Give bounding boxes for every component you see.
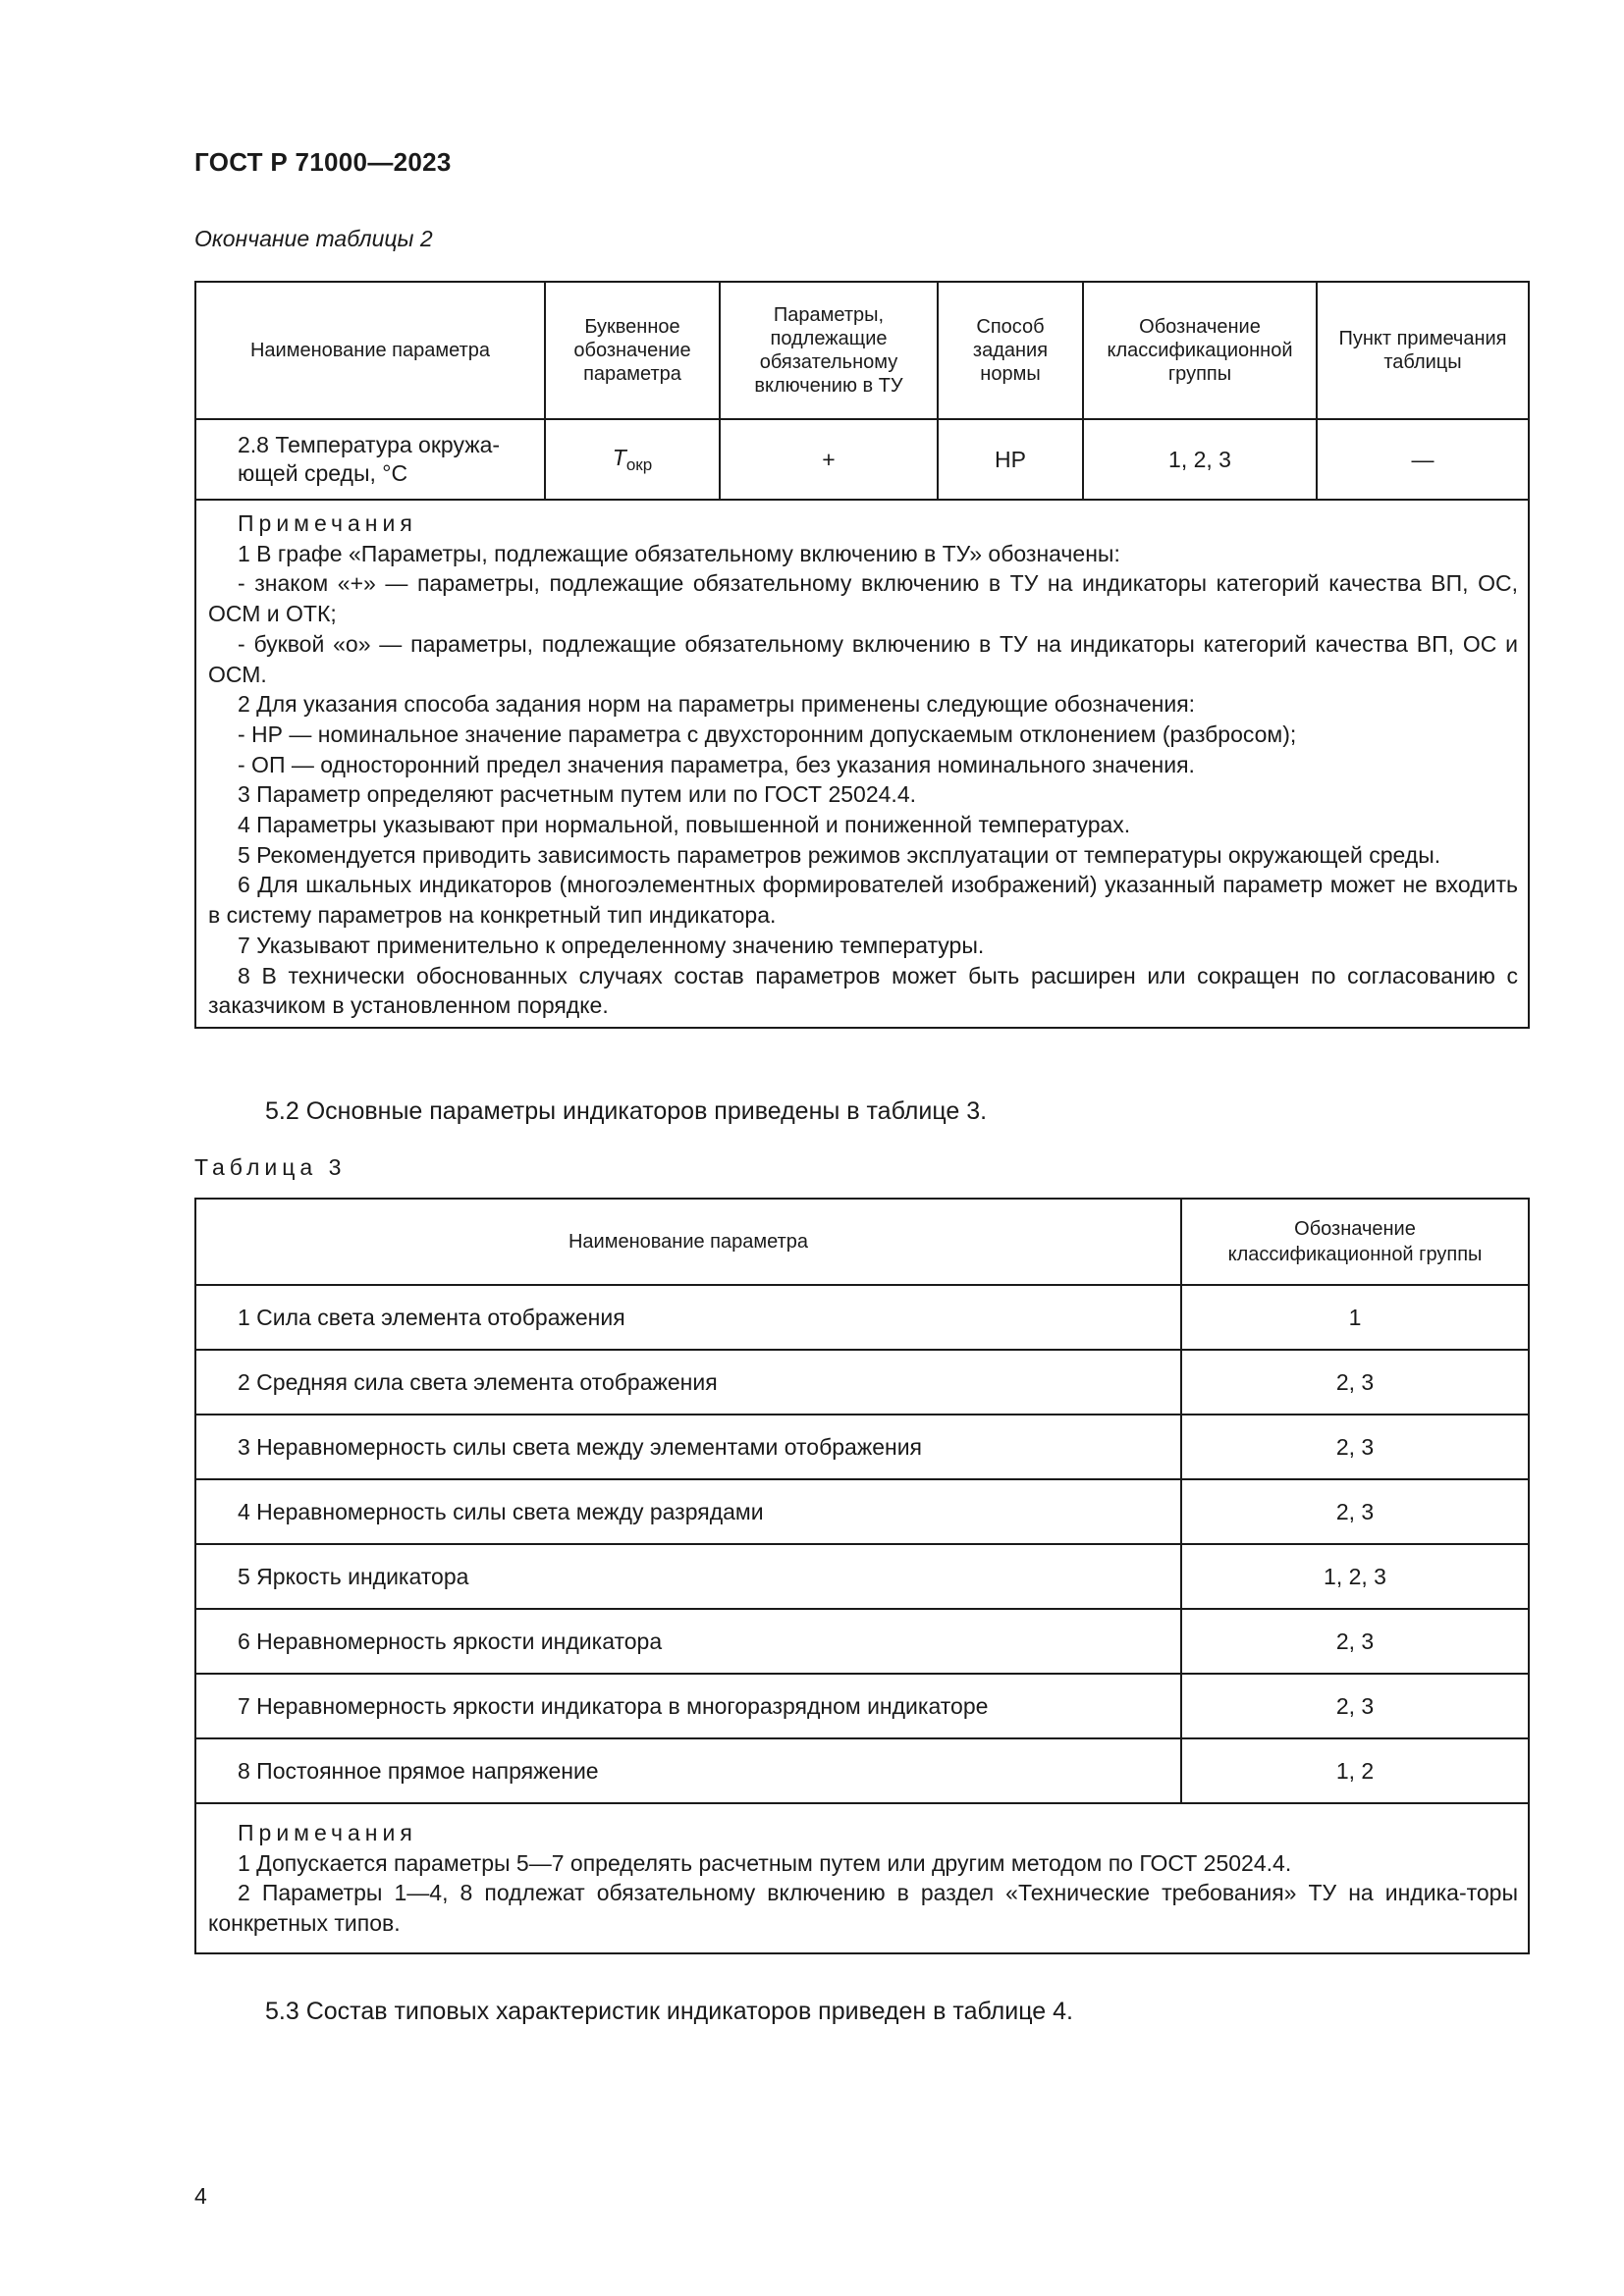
note-line: 1 Допускается параметры 5—7 определять расчетным путем или другим методом по ГОСТ 25024.4. <box>238 1849 1292 1876</box>
notes-title: Примечания <box>238 1820 417 1845</box>
table-3-header-row <box>195 1199 1529 1285</box>
column-header: Буквенное обозначение параметра <box>545 282 720 419</box>
table-3-caption: Таблица 3 <box>194 1154 347 1180</box>
note-line: 6 Для шкальных индикаторов (многоэлементных формирователей изображений) указанный параметр может не входить в систему параметров на конкретный тип индикатора. <box>208 872 1518 929</box>
note-line: 3 Параметр определяют расчетным путем или по ГОСТ 25024.4. <box>238 781 916 808</box>
parameter-name: 8 Постоянное прямое напряжение <box>195 1738 1181 1803</box>
table-row <box>195 419 1529 500</box>
classification-group: 2, 3 <box>1181 1350 1529 1415</box>
note-line: 2 Параметры 1—4, 8 подлежат обязательному включению в раздел «Технические требования» ТУ на индика-торы конкретных типов. <box>208 1880 1518 1937</box>
column-header: Наименование параметра <box>195 282 545 419</box>
mandatory-mark: + <box>720 419 938 500</box>
table-2-notes-row <box>195 500 1529 1028</box>
column-header: Параметры, подлежащие обязательному включению в ТУ <box>720 282 938 419</box>
classification-group: 2, 3 <box>1181 1479 1529 1544</box>
parameter-symbol: $T_{окр}$ <box>545 419 720 500</box>
table-row <box>195 1609 1529 1674</box>
column-header: Способ задания нормы <box>938 282 1083 419</box>
table-3-notes-row <box>195 1803 1529 1953</box>
norm-method: НР <box>938 419 1083 500</box>
classification-group: 1 <box>1181 1285 1529 1350</box>
paragraph-5-3: 5.3 Состав типовых характеристик индикаторов приведен в таблице 4. <box>265 1998 1073 2025</box>
classification-group: 2, 3 <box>1181 1415 1529 1479</box>
note-line: - ОП — односторонний предел значения параметра, без указания номинального значения. <box>238 751 1195 777</box>
parameter-name: 6 Неравномерность яркости индикатора <box>195 1609 1181 1674</box>
parameter-name: 3 Неравномерность силы света между элементами отображения <box>195 1415 1181 1479</box>
note-line: 1 В графе «Параметры, подлежащие обязательному включению в ТУ» обозначены: <box>238 540 1120 566</box>
column-header: Наименование параметра <box>195 1199 1181 1285</box>
parameter-name: 4 Неравномерность силы света между разрядами <box>195 1479 1181 1544</box>
classification-group: 2, 3 <box>1181 1609 1529 1674</box>
note-line: - НР — номинальное значение параметра с двухсторонним допускаемым отклонением (разбросом); <box>238 721 1297 747</box>
classification-group: 1, 2, 3 <box>1083 419 1317 500</box>
classification-group: 1, 2 <box>1181 1738 1529 1803</box>
parameter-name: 5 Яркость индикатора <box>195 1544 1181 1609</box>
classification-group: 1, 2, 3 <box>1181 1544 1529 1609</box>
paragraph-5-2: 5.2 Основные параметры индикаторов приведены в таблице 3. <box>265 1097 988 1125</box>
page-number: 4 <box>194 2183 207 2209</box>
parameter-name: 7 Неравномерность яркости индикатора в многоразрядном индикаторе <box>195 1674 1181 1738</box>
column-header: Пункт примечания таблицы <box>1317 282 1529 419</box>
document-id: ГОСТ Р 71000—2023 <box>194 147 452 177</box>
notes-title: Примечания <box>238 510 417 536</box>
note-line: 5 Рекомендуется приводить зависимость параметров режимов эксплуатации от температуры окружающей среды. <box>238 841 1441 868</box>
note-line: 2 Для указания способа задания норм на параметры применены следующие обозначения: <box>238 691 1196 718</box>
classification-group: 2, 3 <box>1181 1674 1529 1738</box>
table-row <box>195 1738 1529 1803</box>
note-line: - буквой «о» — параметры, подлежащие обязательному включению в ТУ на индикаторы категорий качества ВП, ОС и ОСМ. <box>208 630 1518 687</box>
table-2-header-row <box>195 282 1529 419</box>
note-line: - знаком «+» — параметры, подлежащие обязательному включению в ТУ на индикаторы категорий качества ВП, ОС, ОСМ и ОТК; <box>208 570 1518 627</box>
note-line: 7 Указывают применительно к определенному значению температуры. <box>238 932 985 958</box>
table-2-notes <box>195 500 1529 1028</box>
note-reference: — <box>1317 419 1529 500</box>
note-line: 4 Параметры указывают при нормальной, повышенной и пониженной температурах. <box>238 812 1131 838</box>
table-2 <box>194 281 1530 1029</box>
column-header: Обозначение классификационной группы <box>1083 282 1317 419</box>
table-row <box>195 1350 1529 1415</box>
table-continuation-caption: Окончание таблицы 2 <box>194 226 433 251</box>
table-row <box>195 1544 1529 1609</box>
table-3 <box>194 1198 1530 1954</box>
table-row <box>195 1285 1529 1350</box>
table-3-notes <box>195 1803 1529 1953</box>
table-row <box>195 1415 1529 1479</box>
parameter-name: 2 Средняя сила света элемента отображения <box>195 1350 1181 1415</box>
column-header: Обозначение классификационной группы <box>1181 1199 1529 1285</box>
table-row <box>195 1674 1529 1738</box>
parameter-name: 2.8 Температура окружа-ющей среды, °С <box>195 419 545 500</box>
note-line: 8 В технически обоснованных случаях состав параметров может быть расширен или сокращен по согласованию с заказчиком в установленном порядке. <box>208 962 1518 1019</box>
table-row <box>195 1479 1529 1544</box>
parameter-name: 1 Сила света элемента отображения <box>195 1285 1181 1350</box>
